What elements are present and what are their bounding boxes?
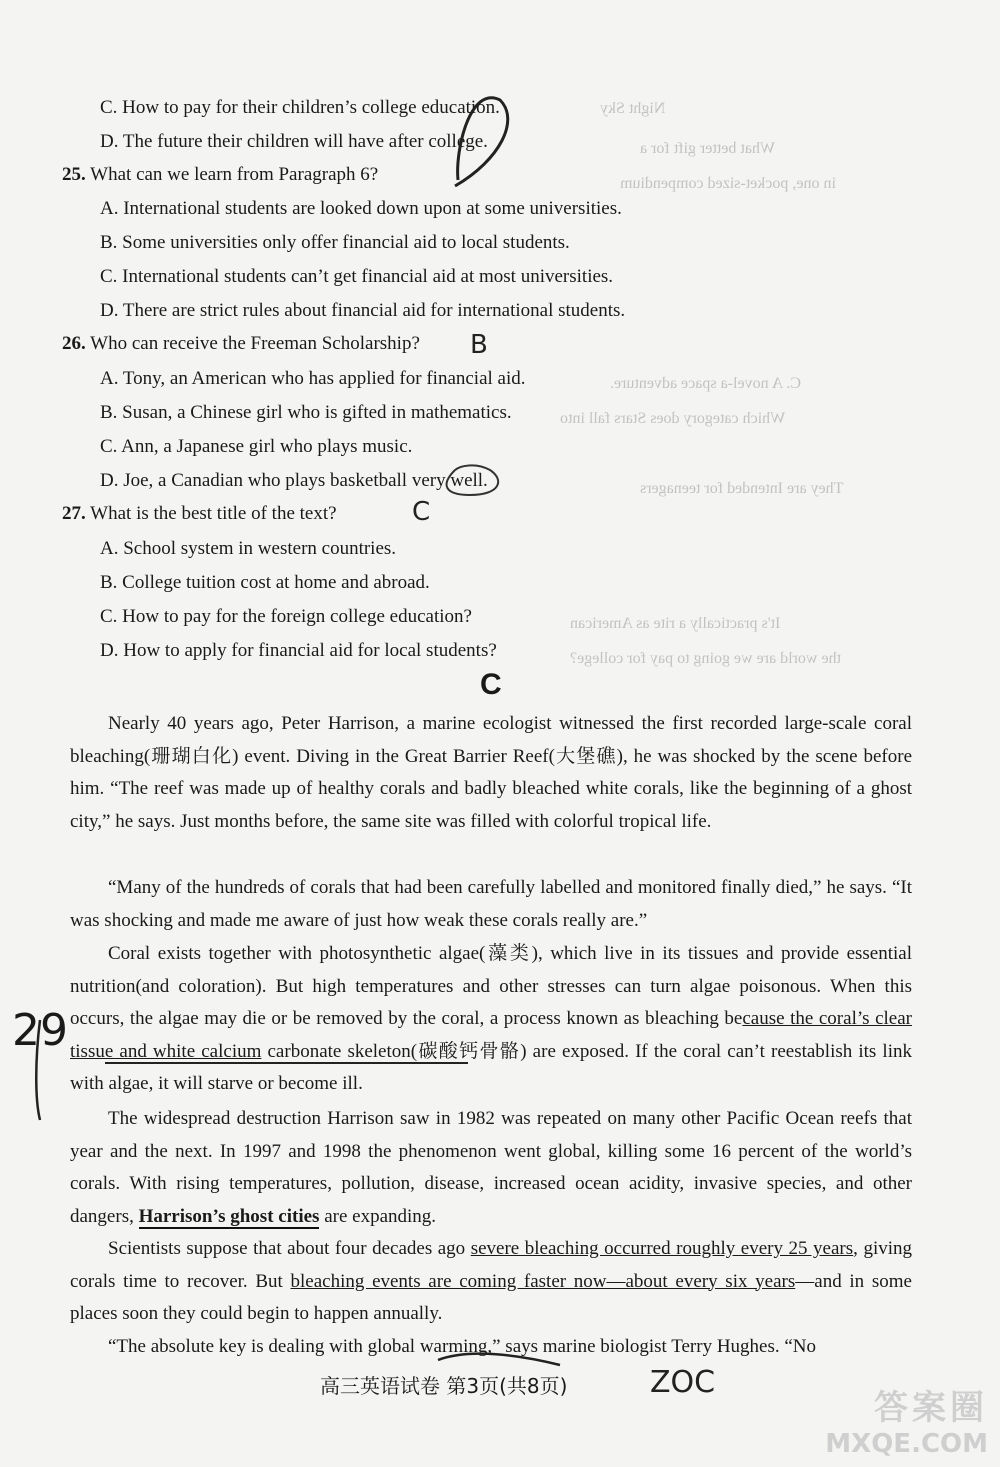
question-stem: Who can receive the Freeman Scholarship? xyxy=(90,333,420,354)
watermark-logo xyxy=(825,1380,988,1459)
paragraph-text: The widespread destruction Harrison saw in 1982 was repeated on many other Pacific Ocean reefs that year and the next. In 1997 and 1998 the phenomenon went global, killing some 16 percent of the world’s corals. With rising temperatures, pollution, disease, increased ocean acidity, invasive species, and other dangers, xyxy=(70,1108,912,1227)
bleed-through-text: in one, pocket-sized compendium xyxy=(620,175,836,192)
option-25-b: B. Some universities only offer financial aid to local students. xyxy=(100,232,570,253)
bleed-through-text: Night Sky xyxy=(600,100,666,117)
underlined-text: cause the coral’s clear tissue and white calcium xyxy=(70,1008,912,1062)
margin-bracket-icon xyxy=(36,1020,40,1120)
underlined-text: severe bleaching occurred roughly every 25 years xyxy=(470,1238,854,1259)
underlined-text: bleaching events are coming faster now—about every six years xyxy=(290,1270,796,1292)
page-footer: 高三英语试卷 第3页(共8页) xyxy=(320,1374,568,1398)
bleed-through-text: What better gift for a xyxy=(640,140,776,157)
bleed-through-text: the world are we going to pay for college? xyxy=(570,650,842,667)
option-26-c: C. Ann, a Japanese girl who plays music. xyxy=(100,436,413,457)
passage-paragraph-6: “The absolute key is dealing with global warming,” says marine biologist Terry Hughes. “No xyxy=(108,1336,817,1357)
bleed-through-text: It's practically a rite as American xyxy=(570,615,781,632)
bleed-through-text: Which category does Stars fall into xyxy=(560,410,786,427)
passage-paragraph-2: “Many of the hundreds of corals that had been carefully labelled and monitored finally died,” he says. “It was shocking and made me aware of just how weak these corals really are.” xyxy=(70,877,912,931)
question-number: 26. xyxy=(62,333,86,354)
option-24-d: D. The future their children will have after college. xyxy=(100,131,488,152)
paragraph-text: , giving corals time to recover. But xyxy=(70,1238,912,1292)
paragraph-text: —and in some places soon they could begin to happen annually. xyxy=(70,1270,912,1324)
handwritten-score: ZOC xyxy=(650,1365,716,1400)
option-26-d: D. Joe, a Canadian who plays basketball very well. xyxy=(100,470,488,491)
paragraph-text: carbonate skeleton(碳酸钙骨骼) are exposed. If the coral can’t reestablish its link with algae, it will starve or become ill. xyxy=(70,1040,912,1094)
option-27-c: C. How to pay for the foreign college education? xyxy=(100,606,472,627)
watermark-brand: 答案圈 xyxy=(874,1388,988,1428)
option-26-a: A. Tony, an American who has applied for financial aid. xyxy=(100,368,526,389)
question-number: 25. xyxy=(62,164,86,185)
paragraph-text: are expanding. xyxy=(319,1205,437,1227)
key-phrase: Harrison’s ghost cities xyxy=(138,1205,320,1227)
paragraph-text: Scientists suppose that about four decades ago xyxy=(108,1238,471,1259)
option-26-b: B. Susan, a Chinese girl who is gifted in mathematics. xyxy=(100,402,512,423)
question-stem: What is the best title of the text? xyxy=(90,503,337,524)
paragraph-text: Coral exists together with photosynthetic algae(藻类), which live in its tissues and provide essential nutrition(and coloration). But high temperatures and other stresses can turn algae poisonous. When this occurs, the algae may die or be removed by the coral, a process known as bleaching be xyxy=(70,943,912,1029)
passage-paragraph-1: Nearly 40 years ago, Peter Harrison, a marine ecologist witnessed the first recorded large-scale coral bleaching(珊瑚白化) event. Diving in the Great Barrier Reef(大堡礁), he was shocked by the scene before him. “The reef was made up of healthy corals and badly bleached white corals, like the beginning of a ghost city,” he says. Just months before, the same site was filled with colorful tropical life. xyxy=(70,713,912,832)
option-27-d: D. How to apply for financial aid for local students? xyxy=(100,640,497,661)
option-25-c: C. International students can’t get financial aid at most universities. xyxy=(100,266,614,287)
option-25-a: A. International students are looked down upon at some universities. xyxy=(100,198,622,219)
section-heading: C xyxy=(480,668,502,701)
handwritten-answer-27: C xyxy=(412,497,431,527)
option-27-b: B. College tuition cost at home and abroad. xyxy=(100,572,430,593)
bleed-through-text: C. A novel-a space adventure. xyxy=(610,375,802,392)
option-27-a: A. School system in western countries. xyxy=(100,538,397,559)
underline-stroke xyxy=(438,1354,560,1365)
handwritten-margin-number: 29 xyxy=(12,1005,68,1056)
circle-mark-icon xyxy=(455,98,508,186)
question-stem: What can we learn from Paragraph 6? xyxy=(90,164,379,185)
handwritten-answer-26: B xyxy=(470,330,488,360)
bleed-through-text: They are Intended for teenagers xyxy=(640,480,844,497)
watermark-url: MXQE.COM xyxy=(825,1429,988,1459)
option-24-c: C. How to pay for their children’s college education. xyxy=(100,97,500,118)
option-25-d: D. There are strict rules about financial aid for international students. xyxy=(100,300,626,321)
circle-mark-icon xyxy=(447,465,499,495)
question-number: 27. xyxy=(62,503,86,524)
